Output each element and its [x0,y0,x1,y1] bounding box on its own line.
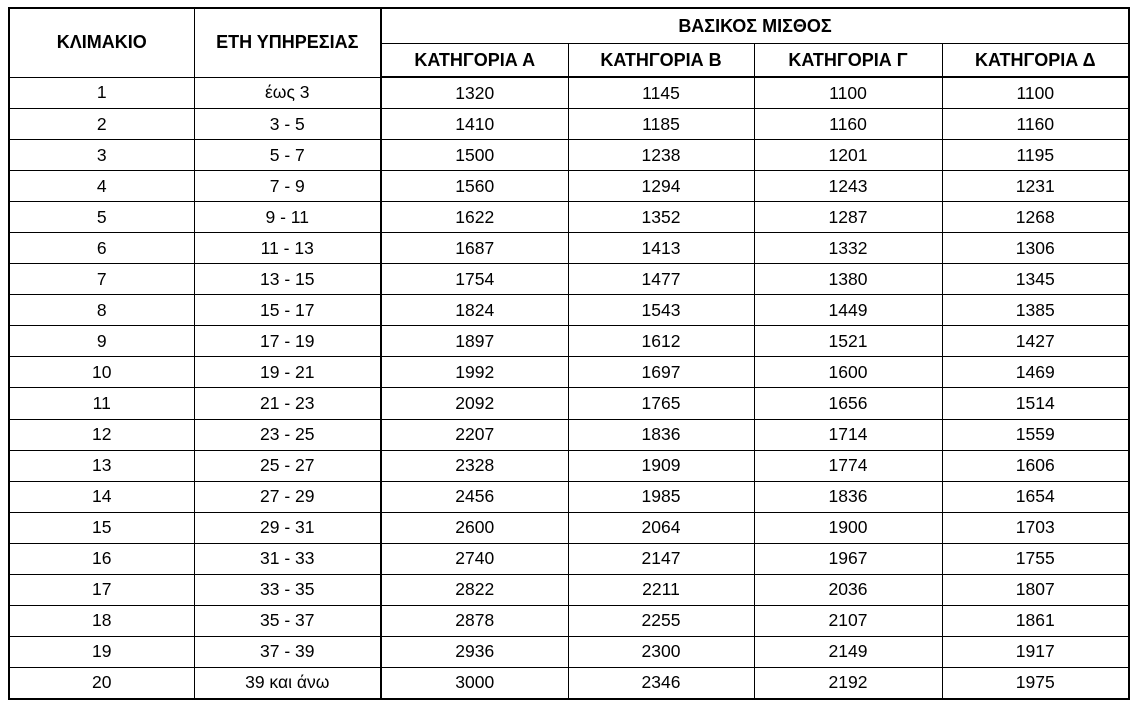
cell-category-d: 1231 [942,171,1129,202]
cell-scale: 11 [9,388,194,419]
table-row [9,140,1129,171]
cell-category-a: 2878 [381,605,568,636]
cell-category-d: 1514 [942,388,1129,419]
header-years-of-service: ΕΤΗ ΥΠΗΡΕΣΙΑΣ [194,8,381,77]
cell-category-g: 2192 [754,667,942,699]
cell-years: 15 - 17 [194,295,381,326]
cell-category-a: 1754 [381,264,568,295]
cell-category-g: 1287 [754,202,942,233]
cell-category-g: 1714 [754,419,942,450]
cell-scale: 18 [9,605,194,636]
cell-scale: 17 [9,574,194,605]
table-row [9,77,1129,109]
cell-category-g: 1380 [754,264,942,295]
cell-category-b: 1413 [568,233,754,264]
cell-category-d: 1427 [942,326,1129,357]
cell-years: 37 - 39 [194,636,381,667]
cell-category-b: 1612 [568,326,754,357]
cell-category-b: 1836 [568,419,754,450]
table-row [9,543,1129,574]
cell-category-d: 1606 [942,450,1129,481]
cell-category-a: 2822 [381,574,568,605]
cell-category-b: 2255 [568,605,754,636]
cell-category-b: 1352 [568,202,754,233]
cell-category-g: 1600 [754,357,942,388]
header-category-a: ΚΑΤΗΓΟΡΙΑ Α [381,44,568,78]
cell-years: 25 - 27 [194,450,381,481]
cell-scale: 2 [9,109,194,140]
table-row [9,512,1129,543]
cell-years: 9 - 11 [194,202,381,233]
cell-category-b: 1765 [568,388,754,419]
cell-scale: 3 [9,140,194,171]
cell-category-a: 2600 [381,512,568,543]
table-row [9,388,1129,419]
table-row [9,357,1129,388]
cell-category-b: 1909 [568,450,754,481]
cell-scale: 12 [9,419,194,450]
cell-category-b: 1985 [568,481,754,512]
cell-years: 3 - 5 [194,109,381,140]
cell-scale: 10 [9,357,194,388]
cell-category-a: 2456 [381,481,568,512]
cell-category-b: 1543 [568,295,754,326]
cell-category-b: 2300 [568,636,754,667]
cell-category-a: 1410 [381,109,568,140]
cell-category-d: 1306 [942,233,1129,264]
cell-scale: 5 [9,202,194,233]
cell-category-b: 2346 [568,667,754,699]
cell-category-b: 1185 [568,109,754,140]
cell-category-d: 1385 [942,295,1129,326]
table-body [9,77,1129,699]
cell-scale: 1 [9,77,194,109]
header-row-top [9,8,1129,44]
cell-years: 17 - 19 [194,326,381,357]
cell-years: 33 - 35 [194,574,381,605]
cell-category-g: 1100 [754,77,942,109]
header-base-salary: ΒΑΣΙΚΟΣ ΜΙΣΘΟΣ [381,8,1129,44]
table-row [9,326,1129,357]
cell-category-a: 1560 [381,171,568,202]
header-category-d: ΚΑΤΗΓΟΡΙΑ Δ [942,44,1129,78]
cell-category-d: 1861 [942,605,1129,636]
cell-category-d: 1807 [942,574,1129,605]
salary-table [8,7,1130,700]
cell-category-b: 2211 [568,574,754,605]
cell-category-g: 1243 [754,171,942,202]
table-row [9,171,1129,202]
cell-years: 39 και άνω [194,667,381,699]
cell-years: 31 - 33 [194,543,381,574]
cell-scale: 16 [9,543,194,574]
cell-scale: 8 [9,295,194,326]
cell-category-d: 1917 [942,636,1129,667]
cell-category-g: 1836 [754,481,942,512]
cell-scale: 13 [9,450,194,481]
cell-category-a: 2740 [381,543,568,574]
header-scale: ΚΛΙΜΑΚΙΟ [9,8,194,77]
cell-years: 11 - 13 [194,233,381,264]
cell-category-g: 2149 [754,636,942,667]
cell-years: έως 3 [194,77,381,109]
cell-category-d: 1703 [942,512,1129,543]
table-row [9,233,1129,264]
cell-category-g: 1900 [754,512,942,543]
cell-scale: 6 [9,233,194,264]
cell-category-b: 1294 [568,171,754,202]
cell-category-g: 2036 [754,574,942,605]
table-row [9,109,1129,140]
cell-category-d: 1195 [942,140,1129,171]
cell-scale: 15 [9,512,194,543]
cell-category-a: 1687 [381,233,568,264]
cell-years: 29 - 31 [194,512,381,543]
table-row [9,667,1129,699]
cell-category-d: 1975 [942,667,1129,699]
cell-category-a: 1500 [381,140,568,171]
table-row [9,450,1129,481]
table-row [9,605,1129,636]
table-row [9,202,1129,233]
table-row [9,264,1129,295]
cell-category-b: 1697 [568,357,754,388]
cell-years: 13 - 15 [194,264,381,295]
cell-category-a: 2936 [381,636,568,667]
table-row [9,295,1129,326]
cell-category-g: 1201 [754,140,942,171]
cell-category-g: 1774 [754,450,942,481]
cell-category-d: 1469 [942,357,1129,388]
cell-category-a: 1897 [381,326,568,357]
cell-category-d: 1160 [942,109,1129,140]
cell-category-a: 1622 [381,202,568,233]
cell-category-b: 1238 [568,140,754,171]
cell-years: 5 - 7 [194,140,381,171]
cell-category-a: 2207 [381,419,568,450]
cell-category-b: 1145 [568,77,754,109]
cell-scale: 7 [9,264,194,295]
cell-category-d: 1100 [942,77,1129,109]
cell-scale: 9 [9,326,194,357]
cell-scale: 20 [9,667,194,699]
cell-years: 35 - 37 [194,605,381,636]
cell-category-b: 1477 [568,264,754,295]
cell-category-d: 1654 [942,481,1129,512]
cell-category-a: 1992 [381,357,568,388]
cell-category-g: 1521 [754,326,942,357]
cell-category-b: 2147 [568,543,754,574]
cell-years: 23 - 25 [194,419,381,450]
cell-category-g: 1332 [754,233,942,264]
cell-years: 19 - 21 [194,357,381,388]
cell-category-g: 1967 [754,543,942,574]
table-row [9,574,1129,605]
cell-category-g: 1449 [754,295,942,326]
cell-category-d: 1755 [942,543,1129,574]
cell-category-b: 2064 [568,512,754,543]
cell-category-g: 1656 [754,388,942,419]
cell-years: 27 - 29 [194,481,381,512]
cell-category-a: 1320 [381,77,568,109]
cell-scale: 4 [9,171,194,202]
cell-category-d: 1559 [942,419,1129,450]
header-category-b: ΚΑΤΗΓΟΡΙΑ Β [568,44,754,78]
table-row [9,419,1129,450]
cell-category-d: 1345 [942,264,1129,295]
cell-category-g: 1160 [754,109,942,140]
table-row [9,481,1129,512]
cell-scale: 14 [9,481,194,512]
cell-category-d: 1268 [942,202,1129,233]
cell-years: 21 - 23 [194,388,381,419]
cell-category-a: 2328 [381,450,568,481]
cell-category-g: 2107 [754,605,942,636]
table-row [9,636,1129,667]
cell-category-a: 3000 [381,667,568,699]
cell-years: 7 - 9 [194,171,381,202]
cell-category-a: 1824 [381,295,568,326]
table-header [9,8,1129,77]
header-category-g: ΚΑΤΗΓΟΡΙΑ Γ [754,44,942,78]
cell-category-a: 2092 [381,388,568,419]
cell-scale: 19 [9,636,194,667]
